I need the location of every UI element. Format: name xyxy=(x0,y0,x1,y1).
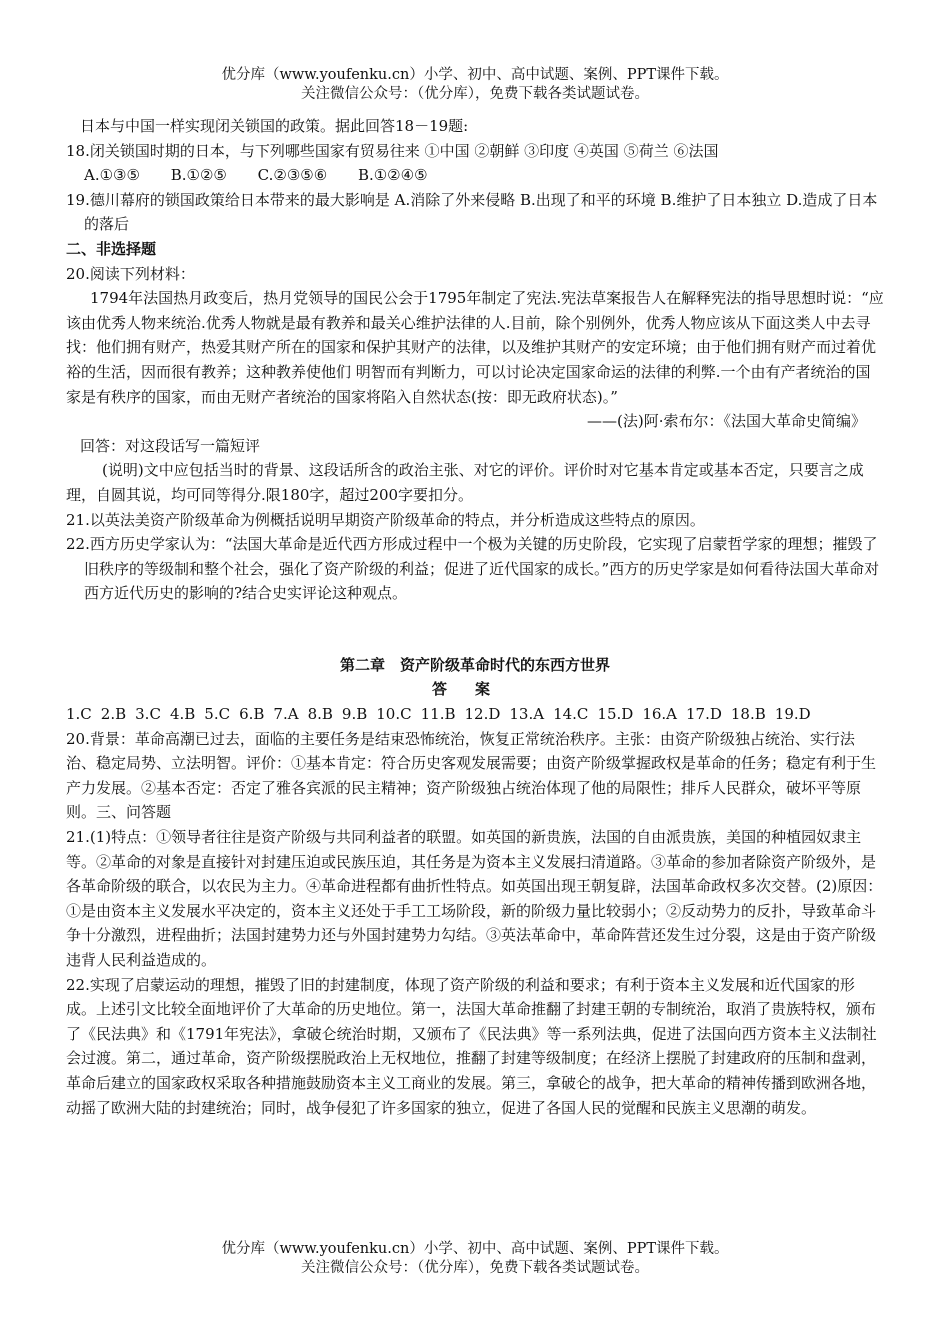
question-intro: 日本与中国一样实现闭关锁国的政策。据此回答18－19题: xyxy=(80,117,469,135)
answer-key: 18.B xyxy=(730,705,766,724)
option-b: B.①②⑤ xyxy=(170,166,227,185)
page-footer xyxy=(0,1240,950,1278)
answer-key: 13.A xyxy=(509,705,545,724)
answer-key: 12.D xyxy=(464,705,501,724)
question-20-task: 回答：对这段话写一篇短评 xyxy=(80,436,261,455)
question-20-note: (说明)文中应包括当时的背景、这段话所含的政治主张、对它的评价。评价时对它基本肯定或基本否定，只要言之成理，自圆其说，均可同等得分.限180字，超过200字要扣分。 xyxy=(66,461,864,504)
page-header xyxy=(0,66,950,104)
answer-key-row xyxy=(66,702,884,727)
answer-key: 4.B xyxy=(169,705,196,724)
answer-key: 6.B xyxy=(239,705,265,724)
answer-20: 20.背景：革命高潮已过去，面临的主要任务是结束恐怖统治，恢复正常统治秩序。主张：由资产阶级独占统治、实行法治、稳定局势、立法明智。评价：①基本肯定：符合历史客观发展需要；由资产阶级掌握政权是革命的任务；稳定有利于生产力发展。②基本否定：否定了雅各宾派的民主精神；资产阶级独占统治体现了他的局限性；排斥人民群众，破坏平等原则。三、问答题 xyxy=(66,729,877,822)
answers-title: 答案 xyxy=(431,680,518,699)
question-19: 19.德川幕府的锁国政策给日本带来的最大影响是 A.消除了外来侵略 B.出现了和平的环境 B.维护了日本独立 D.造成了日本的落后 xyxy=(66,190,878,234)
question-21: 21.以英法美资产阶级革命为例概括说明早期资产阶级革命的特点，并分析造成这些特点的原因。 xyxy=(66,510,705,529)
option-c: C.②③⑤⑥ xyxy=(257,166,328,185)
answer-key: 1.C xyxy=(66,705,92,724)
answer-key: 9.B xyxy=(341,705,368,724)
option-a: A.①③⑤ xyxy=(84,166,140,185)
header-line-1: 优分库（www.youfenku.cn）小学、初中、高中试题、案例、PPT课件下载。 xyxy=(221,67,729,83)
answer-key: 19.D xyxy=(774,705,811,724)
option-d: B.①②④⑤ xyxy=(357,166,428,185)
header-line-2: 关注微信公众号：（优分库），免费下载各类试题试卷。 xyxy=(301,86,649,102)
footer-line-2: 关注微信公众号：（优分库），免费下载各类试题试卷。 xyxy=(301,1260,649,1276)
answer-key: 11.B xyxy=(420,705,456,724)
answer-21: 21.(1)特点：①领导者往往是资产阶级与共同利益者的联盟。如英国的新贵族，法国的自由派贵族，美国的种植园奴隶主等。②革命的对象是直接针对封建压迫或民族压迫，其任务是为资本主义发展扫清道路。③革命的参加者除资产阶级外，是各革命阶级的联合，以农民为主力。④革命进程都有曲折性特点。如英国出现王朝复辟，法国革命政权多次交替。(2)原因：①是由资本主义发展水平决定的，资本主义还处于手工工场阶段，新的阶级力量比较弱小；②反动势力的反扑，导致革命斗争十分激烈，进程曲折；法国封建势力还与外国封建势力勾结。③英法革命中，革命阵营还发生过分裂，这是由于资产阶级违背人民利益造成的。 xyxy=(66,828,883,969)
answer-key: 8.B xyxy=(307,705,333,724)
question-18-options xyxy=(66,163,884,188)
question-22: 22.西方历史学家认为：“法国大革命是近代西方形成过程中一个极为关键的历史阶段，它实现了启蒙哲学家的理想；摧毁了旧秩序的等级制和整个社会，强化了资产阶级的利益；促进了近代国家的成长。”西方的历史学家是如何看待法国大革命对西方近代历史的影响的?结合史实评论这种观点。 xyxy=(66,535,880,603)
material-source: ——(法)阿·索布尔：《法国大革命史简编》 xyxy=(587,412,866,431)
answer-key: 15.D xyxy=(597,705,634,724)
footer-line-1: 优分库（www.youfenku.cn）小学、初中、高中试题、案例、PPT课件下载。 xyxy=(221,1241,729,1257)
answer-key: 17.D xyxy=(686,705,722,724)
answer-key: 14.C xyxy=(553,705,589,724)
answer-key: 16.A xyxy=(642,705,677,724)
document-body xyxy=(66,114,884,1120)
answer-22: 22.实现了启蒙运动的理想，摧毁了旧的封建制度，体现了资产阶级的利益和要求；有利于资本主义发展和近代国家的形成。上述引文比较全面地评价了大革命的历史地位。第一，法国大革命推翻了封建王朝的专制统治，取消了贵族特权，颁布了《民法典》和《1791年宪法》，拿破仑统治时期，又颁布了《民法典》等一系列法典，促进了法国向西方资本主义法制社会过渡。第二，通过革命，资产阶级摆脱政治上无权地位，推翻了封建等级制度；在经济上摆脱了封建政府的压制和盘剥，革命后建立的国家政权采取各种措施鼓励资本主义工商业的发展。第三，拿破仑的战争，把大革命的精神传播到欧洲各地，动摇了欧洲大陆的封建统治；同时，战争侵犯了许多国家的独立，促进了各国人民的觉醒和民族主义思潮的萌发。 xyxy=(66,975,877,1117)
section-heading: 二、非选择题 xyxy=(66,239,157,258)
answer-key: 2.B xyxy=(100,705,127,724)
question-20-material: 1794年法国热月政变后，热月党领导的国民公会于1795年制定了宪法.宪法草案报告人在解释宪法的指导思想时说：“应该由优秀人物来统治.优秀人物就是最有教养和最关心维护法律的人.目前，除个别例外，优秀人物应该从下面这类人中去寻找：他们拥有财产，热爱其财产所在的国家和保护其财产的法律，以及维护其财产的安定环境；由于他们拥有财产而过着优裕的生活，因而很有教养；这种教养使他们 明智而有判断力，可以讨论决定国家命运的法律的利弊.一个由有产者统治的国家是有秩序的国家，而由无财产者统治的国家将陷入自然状态(按：即无政府状态)。” xyxy=(66,289,884,406)
answer-key: 5.C xyxy=(204,705,231,724)
answer-key: 7.A xyxy=(273,705,299,724)
question-20-label: 20.阅读下列材料： xyxy=(66,264,195,283)
chapter-title: 第二章 资产阶级革命时代的东西方世界 xyxy=(339,655,610,674)
question-18: 18.闭关锁国时期的日本，与下列哪些国家有贸易往来 ①中国 ②朝鲜 ③印度 ④英国 ⑤荷兰 ⑥法国 xyxy=(66,141,719,160)
answer-key: 10.C xyxy=(376,705,412,724)
answer-key: 3.C xyxy=(135,705,161,724)
